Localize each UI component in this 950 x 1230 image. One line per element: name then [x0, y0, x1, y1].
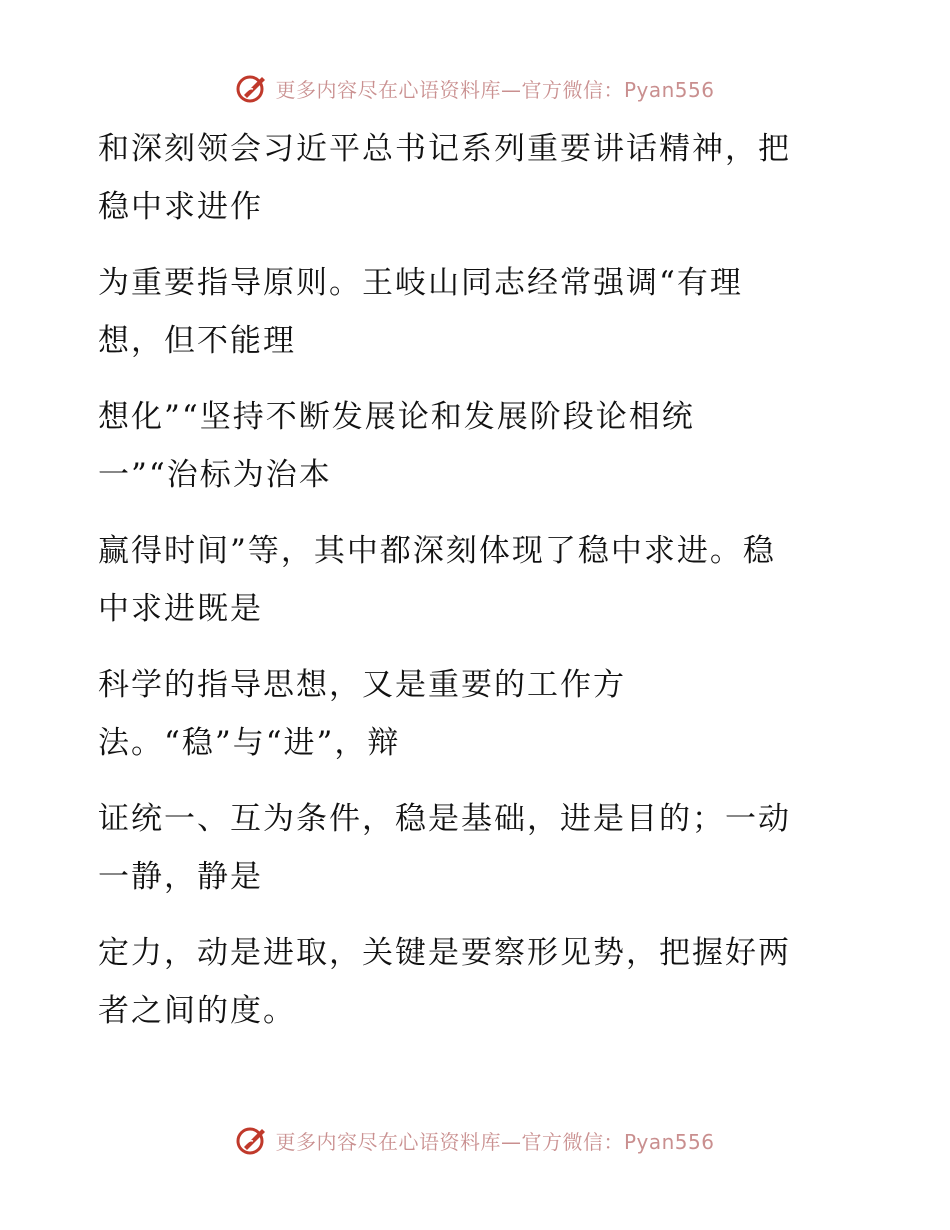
header-watermark	[0, 68, 950, 108]
paragraph	[98, 254, 838, 370]
paragraph	[98, 388, 838, 504]
quill-logo-icon	[235, 71, 269, 105]
text-line: 想化”“坚持不断发展论和发展阶段论相统	[98, 399, 695, 435]
text-line: 证统一、互为条件，稳是基础，进是目的；一动	[98, 801, 791, 837]
text-line: 一静，静是	[98, 859, 263, 895]
text-line: 科学的指导思想，又是重要的工作方	[98, 667, 626, 703]
watermark-text: 更多内容尽在心语资料库—官方微信：Pyan556	[275, 1129, 715, 1154]
paragraph	[98, 924, 838, 1040]
text-line: 想，但不能理	[98, 323, 296, 359]
document-body	[98, 120, 838, 1058]
paragraph	[98, 656, 838, 772]
quill-logo-icon	[235, 1123, 269, 1157]
footer-watermark	[0, 1120, 950, 1160]
paragraph	[98, 522, 838, 638]
text-line: 为重要指导原则。王岐山同志经常强调“有理	[98, 265, 743, 301]
paragraph	[98, 790, 838, 906]
text-line: 稳中求进作	[98, 189, 263, 225]
text-line: 定力，动是进取，关键是要察形见势，把握好两	[98, 935, 791, 971]
text-line: 中求进既是	[98, 591, 263, 627]
text-line: 者之间的度。	[98, 993, 296, 1029]
watermark-text: 更多内容尽在心语资料库—官方微信：Pyan556	[275, 77, 715, 102]
text-line: 赢得时间”等，其中都深刻体现了稳中求进。稳	[98, 533, 776, 569]
text-line: 法。“稳”与“进”，辩	[98, 725, 401, 761]
text-line: 和深刻领会习近平总书记系列重要讲话精神，把	[98, 131, 791, 167]
text-line: 一”“治标为治本	[98, 457, 332, 493]
paragraph	[98, 120, 838, 236]
